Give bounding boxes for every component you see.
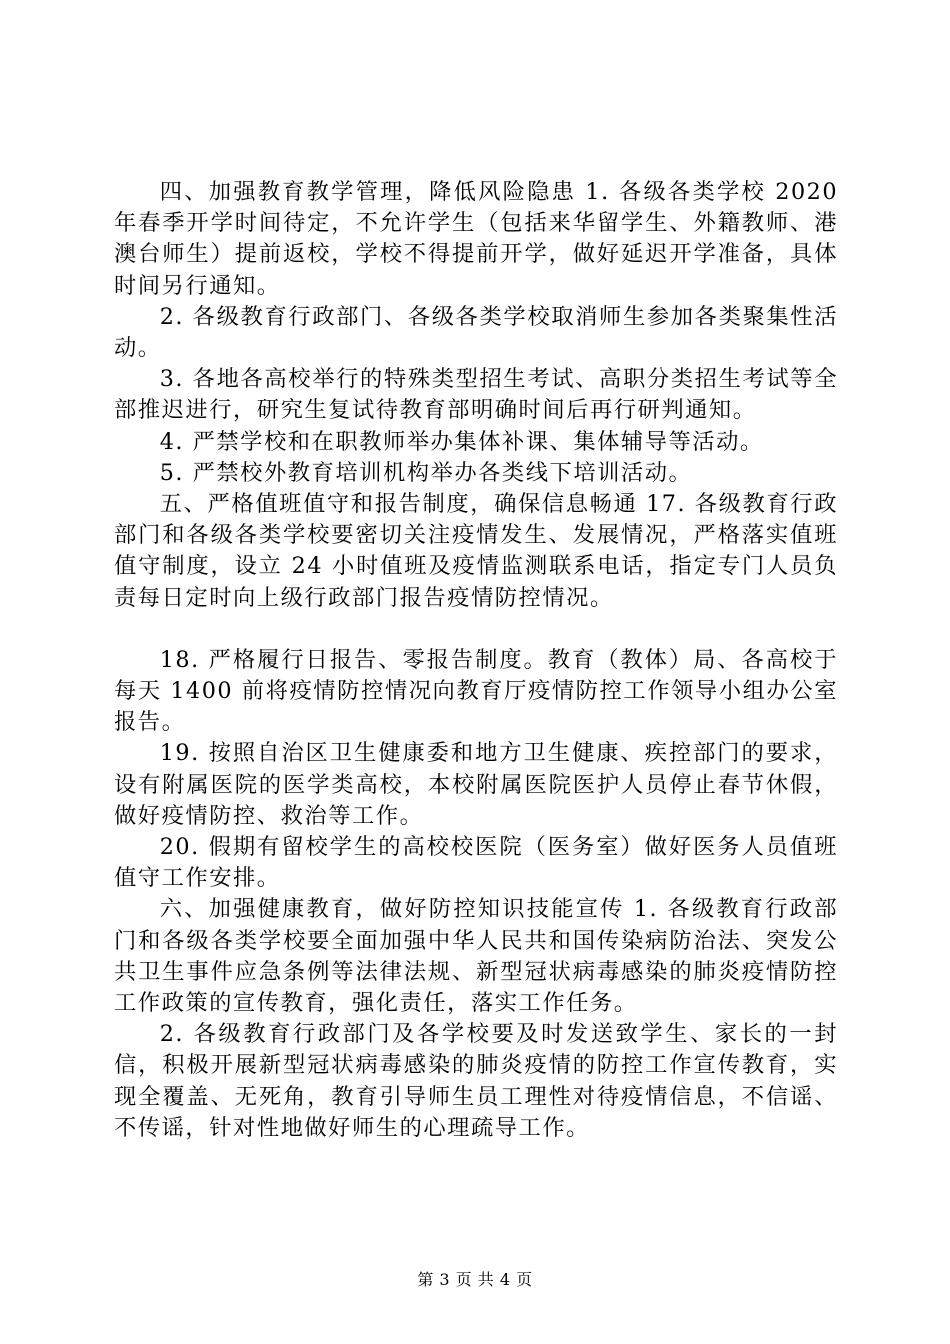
paragraph-section-4-item-3: 3. 各地各高校举行的特殊类型招生考试、高职分类招生考试等全部推迟进行，研究生复试待教育部明确时间后再行研判通知。 <box>114 366 838 424</box>
paragraph-section-4-item-5: 5. 严禁校外教育培训机构举办各类线下培训活动。 <box>159 459 693 486</box>
paragraph-section-5-item-20: 20. 假期有留校学生的高校校医院（医务室）做好医务人员值班值守工作安排。 <box>114 834 838 892</box>
paragraph-section-6-item-1: 六、加强健康教育，做好防控知识技能宣传 1. 各级教育行政部门和各级各类学校要全面加强中华人民共和国传染病防治法、突发公共卫生事件应急条例等法律法规、新型冠状病毒感染的肺炎疫情防控工作政策的宣传教育，强化责任，落实工作任务。 <box>114 896 838 1017</box>
paragraph-section-5-item-19: 19. 按照自治区卫生健康委和地方卫生健康、疾控部门的要求，设有附属医院的医学类高校，本校附属医院医护人员停止春节休假，做好疫情防控、救治等工作。 <box>114 740 838 829</box>
paragraph-section-4-item-1: 四、加强教育教学管理，降低风险隐患 1. 各级各类学校 2020 年春季开学时间待定，不允许学生（包括来华留学生、外籍教师、港澳台师生）提前返校，学校不得提前开学，做好延迟开学准备，具体时间另行通知。 <box>114 179 838 299</box>
paragraph-section-6-item-2: 2. 各级教育行政部门及各学校要及时发送致学生、家长的一封信，积极开展新型冠状病毒感染的肺炎疫情的防控工作宣传教育，实现全覆盖、无死角，教育引导师生员工理性对待疫情信息，不信谣、不传谣，针对性地做好师生的心理疏导工作。 <box>114 1021 838 1141</box>
document-body <box>114 177 838 1144</box>
paragraph-section-4-item-4: 4. 严禁学校和在职教师举办集体补课、集体辅导等活动。 <box>159 428 764 455</box>
paragraph-section-5-item-17: 五、严格值班值守和报告制度，确保信息畅通 17. 各级教育行政部门和各级各类学校要密切关注疫情发生、发展情况，严格落实值班值守制度，设立 24 小时值班及疫情监测联系电话，指定专门人员负责每日定时向上级行政部门报告疫情防控情况。 <box>114 491 838 611</box>
paragraph-section-5-item-18: 18. 严格履行日报告、零报告制度。教育（教体）局、各高校于每天 1400 前将疫情防控情况向教育厅疫情防控工作领导小组办公室报告。 <box>114 646 838 736</box>
page-number-footer: 第 3 页 共 4 页 <box>417 1270 533 1289</box>
paragraph-section-4-item-2: 2. 各级教育行政部门、各级各类学校取消师生参加各类聚集性活动。 <box>114 303 838 362</box>
